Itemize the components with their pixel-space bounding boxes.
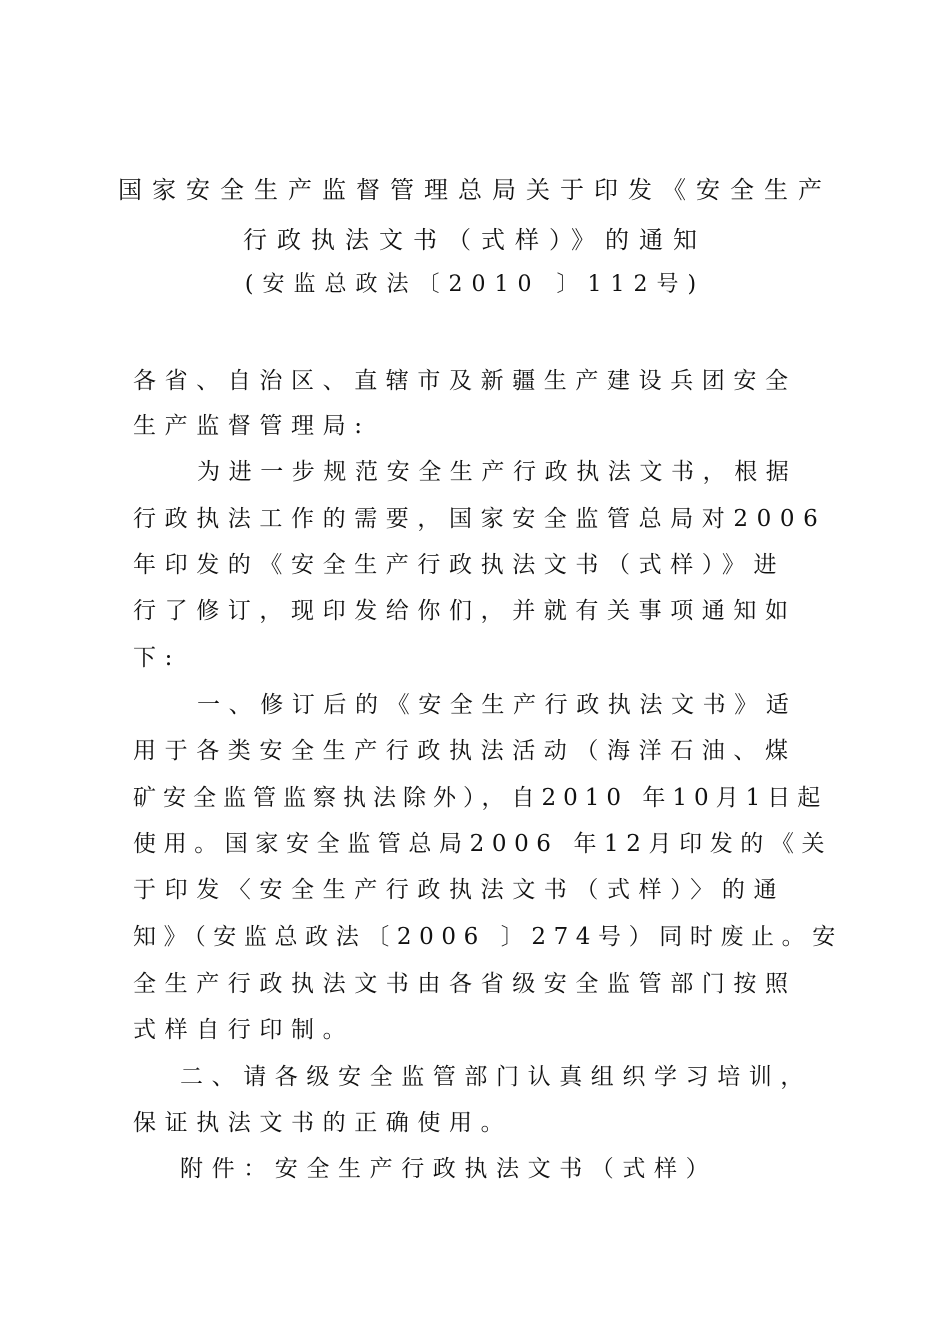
document-title-line-1: 国家安全生产监督管理总局关于印发《安全生产 [118,176,832,204]
paragraph-intro-line: 年印发的《安全生产行政执法文书（式样）》进 [133,552,786,578]
addressee-line-2: 生产监督管理局: [133,413,371,439]
item-two-line: 保证执法文书的正确使用。 [133,1110,513,1136]
document-number: (安监总政法〔2010 〕112号) [244,272,706,297]
item-one-line: 用于各类安全生产行政执法活动（海洋石油、煤 [133,738,797,764]
addressee-line-1: 各省、自治区、直辖市及新疆生产建设兵团安全 [133,368,797,394]
item-one-line: 矿安全监管监察执法除外），自2010 年10月1日起 [133,785,828,811]
paragraph-intro-line: 行了修订，现印发给你们，并就有关事项通知如 [133,598,797,624]
paragraph-intro-line: 为进一步规范安全生产行政执法文书，根据 [197,459,798,485]
attachment-line: 附件：安全生产行政执法文书（式样） [180,1156,718,1182]
item-one-line: 使用。国家安全监管总局2006 年12月印发的《关 [133,831,833,857]
item-one-line: 式样自行印制。 [133,1017,355,1043]
item-one-line: 全生产行政执法文书由各省级安全监管部门按照 [133,971,797,997]
item-one-line: 知》（安监总政法〔2006 〕274号）同时废止。安 [133,924,843,950]
item-one-line: 一、修订后的《安全生产行政执法文书》适 [197,692,798,718]
item-two-line: 二、请各级安全监管部门认真组织学习培训， [180,1064,812,1090]
paragraph-intro-line: 行政执法工作的需要，国家安全监管总局对2006 [133,506,827,532]
document-title-line-2: 行政执法文书（式样）》的通知 [243,226,707,254]
paragraph-intro-line: 下: [133,645,181,671]
item-one-line: 于印发〈安全生产行政执法文书（式样）〉的通 [133,877,786,903]
